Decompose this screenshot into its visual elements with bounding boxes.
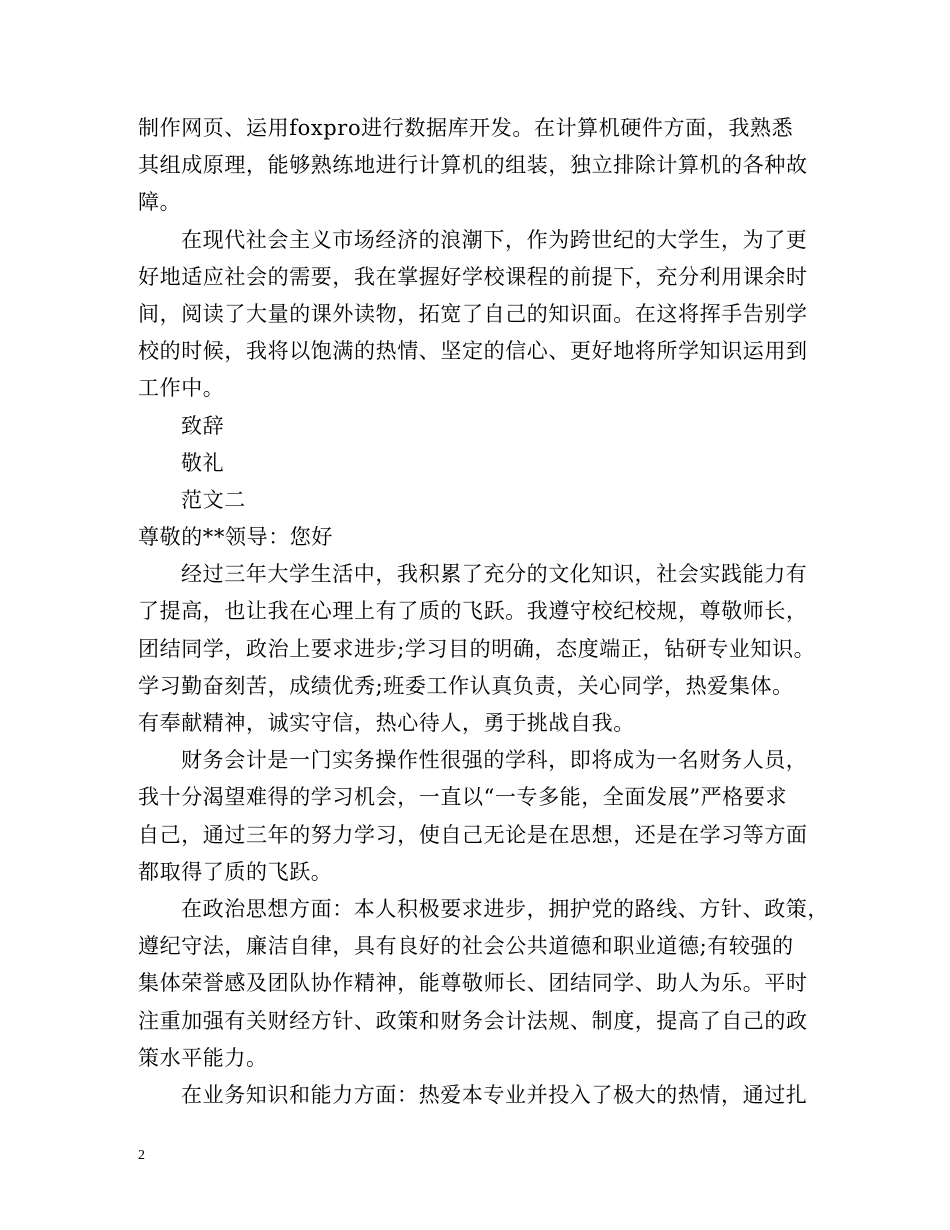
text-line: 团结同学，政治上要求进步;学习目的明确，态度端正，钻研专业知识。	[138, 636, 816, 661]
text-line: 学习勤奋刻苦，成绩优秀;班委工作认真负责，关心同学，热爱集体。	[138, 673, 794, 698]
text-line: 策水平能力。	[138, 1045, 268, 1070]
text-line: 经过三年大学生活中，我积累了充分的文化知识，社会实践能力有	[181, 562, 808, 587]
text-line: 在政治思想方面：本人积极要求进步，拥护党的路线、方针、政策，	[181, 896, 829, 921]
text-line: 有奉献精神，诚实守信，热心待人，勇于挑战自我。	[138, 711, 635, 735]
text-line: 了提高，也让我在心理上有了质的飞跃。我遵守校纪校规，尊敬师长，	[138, 599, 808, 624]
text-line: 障。	[138, 190, 182, 215]
text-line: 遵纪守法，廉洁自律，具有良好的社会公共道德和职业道德;有较强的	[138, 934, 794, 959]
text-line: 在业务知识和能力方面：热爱本专业并投入了极大的热情，通过扎	[181, 1082, 808, 1107]
text-line: 都取得了质的飞跃。	[138, 859, 333, 884]
text-line: 致辞	[181, 413, 225, 438]
document-body	[138, 110, 829, 1114]
page-number: 2	[138, 1148, 145, 1163]
text-line: 尊敬的**领导：您好	[138, 525, 333, 550]
text-line: 在现代社会主义市场经济的浪潮下，作为跨世纪的大学生，为了更	[181, 227, 808, 252]
text-line: 工作中。	[138, 376, 225, 401]
text-line: 校的时候，我将以饱满的热情、坚定的信心、更好地将所学知识运用到	[138, 339, 808, 364]
text-line: 其组成原理，能够熟练地进行计算机的组装，独立排除计算机的各种故	[138, 153, 808, 178]
text-line: 敬礼	[181, 450, 225, 475]
text-line: 范文二	[181, 487, 246, 512]
text-line: 自己，通过三年的努力学习，使自己无论是在思想，还是在学习等方面	[138, 822, 808, 847]
text-line: 制作网页、运用foxpro进行数据库开发。在计算机硬件方面，我熟悉	[138, 116, 794, 140]
text-line: 注重加强有关财经方针、政策和财务会计法规、制度，提高了自己的政	[138, 1008, 808, 1033]
text-line: 我十分渴望难得的学习机会，一直以“一专多能，全面发展”严格要求	[138, 785, 788, 810]
text-line: 好地适应社会的需要，我在掌握好学校课程的前提下，充分利用课余时	[138, 264, 808, 289]
text-line: 财务会计是一门实务操作性很强的学科，即将成为一名财务人员，	[181, 748, 808, 773]
text-line: 间，阅读了大量的课外读物，拓宽了自己的知识面。在这将挥手告别学	[138, 301, 808, 326]
text-line: 集体荣誉感及团队协作精神，能尊敬师长、团结同学、助人为乐。平时	[138, 971, 808, 996]
